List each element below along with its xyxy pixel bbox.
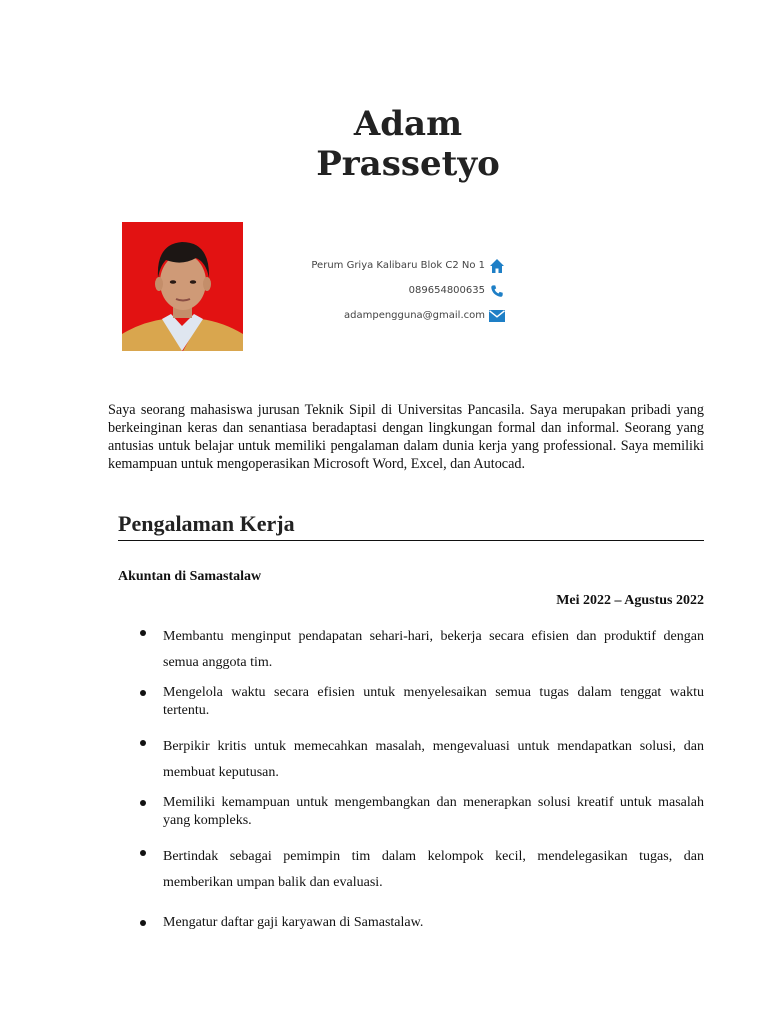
profile-summary: Saya seorang mahasiswa jurusan Teknik Sipil di Universitas Pancasila. Saya merupakan pribadi yang berkeinginan keras dan senantiasa beradaptasi dengan lingkungan formal dan informal. Seorang yang antusias untuk belajar untuk memiliki pengalaman dalam dunia kerja yang professional. Saya memiliki kemampuan untuk mengoperasikan Microsoft Word, Excel, dan Autocad. <box>108 402 704 472</box>
list-item <box>140 794 704 830</box>
candidate-name <box>258 104 558 184</box>
phone-text: 089654800635 <box>408 285 485 296</box>
bullet-icon <box>140 920 146 926</box>
section-title: Pengalaman Kerja <box>118 511 295 536</box>
list-item <box>140 684 704 720</box>
phone-icon <box>489 283 505 299</box>
list-item-text: Mengatur daftar gaji karyawan di Samastalaw. <box>163 915 424 930</box>
job-period: Mei 2022 – Agustus 2022 <box>556 593 704 608</box>
job-title: Akuntan di Samastalaw <box>118 569 262 584</box>
list-item-text: Mengelola waktu secara efisien untuk menyelesaikan semua tugas dalam tenggat waktu tertentu. <box>163 685 704 718</box>
envelope-icon <box>489 308 505 324</box>
last-name: Prassetyo <box>316 144 500 184</box>
first-name: Adam <box>353 104 463 144</box>
list-item-text: Berpikir kritis untuk memecahkan masalah, mengevaluasi untuk mendapatkan solusi, dan membuat keputusan. <box>163 739 704 780</box>
address-text: Perum Griya Kalibaru Blok C2 No 1 <box>311 260 485 271</box>
bullet-icon <box>140 800 146 806</box>
email-text: adampengguna@gmail.com <box>344 310 485 321</box>
contact-phone <box>300 278 505 303</box>
home-icon <box>489 258 505 274</box>
profile-photo-illustration <box>122 222 243 351</box>
list-item <box>140 624 704 676</box>
list-item <box>140 844 704 896</box>
experience-section-heading <box>118 510 704 541</box>
contact-email <box>300 303 505 328</box>
profile-photo <box>122 222 243 351</box>
bullet-icon <box>140 690 146 696</box>
bullet-icon <box>140 850 146 856</box>
list-item-text: Bertindak sebagai pemimpin tim dalam kelompok kecil, mendelegasikan tugas, dan memberikan umpan balik dan evaluasi. <box>163 849 704 890</box>
contact-info <box>300 253 505 328</box>
list-item-text: Membantu menginput pendapatan sehari-hari, bekerja secara efisien dan produktif dengan semua anggota tim. <box>163 629 704 670</box>
bullet-icon <box>140 630 146 636</box>
bullet-icon <box>140 740 146 746</box>
contact-address <box>300 253 505 278</box>
list-item-text: Memiliki kemampuan untuk mengembangkan dan menerapkan solusi kreatif untuk masalah yang kompleks. <box>163 795 704 828</box>
list-item <box>140 734 704 786</box>
list-item <box>140 914 704 932</box>
